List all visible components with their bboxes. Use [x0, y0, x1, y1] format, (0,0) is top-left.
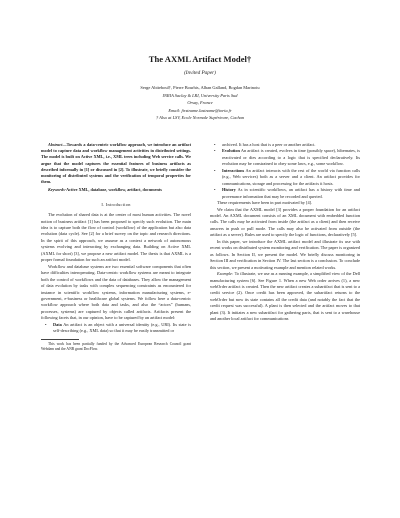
paper-title: The AXML Artifact Model†	[148, 54, 252, 64]
intro-paragraph-1: The evolution of shared data is at the center of most human activities. The novel notion of business artifact [1] has been proposed to specify such evolution. The main idea is to capture both the flow of control (workflow) of the application but also data evolution (data cycle). See [2] for a brief survey on the topic and research directions. In the spirit of this approach, we assume as a context a network of autonomous systems evolving and interacting by exchanging data. Building on Active XML (AXML for short) [3], we propose a new artifact model. The thesis is that AXML is a proper formal foundation for such an artifact model.	[41, 212, 191, 263]
footnote-divider	[41, 339, 79, 340]
keywords	[41, 187, 191, 193]
keywords-text: -Active XML, database, workflow, artifact, documents	[64, 187, 162, 193]
facet-key: History	[222, 187, 236, 193]
example-text: To illustrate, we use as a running example, a simplified view of the Dell manufacturing system [6]. See Figure 1. When a new Web order arrives (1), a new webOrder artifact is created. Then the new artifact creates a subartifact that is sent to a credit service (2). Once credit has been approved, the subartifact returns to the webOrder but now its state contains all the credit data (and notably the fact that the credit request was successful). A plant is then selected and the artifact moves to that plant (3). It initiates a new subartifact for gathering parts, that is sent to a warehouse and another local artifact for communications	[210, 271, 360, 322]
facet-key: Evolution	[222, 148, 240, 154]
facet-text: archived. It has a host that is a peer or another artifact.	[222, 142, 316, 147]
author-block	[0, 84, 400, 122]
author-names: Serge Abiteboul†, Pierre Bourhis, Alban Galland, Bogdan Marinoiu	[140, 85, 260, 90]
facet-list	[41, 322, 191, 335]
facet-text: An artifact is created, evolves in time (possibly space), hibernates, is reactivated or dies according to a logic that is specified declaratively. Its evolution may be constrained to obey some laws, e.g., some workflow.	[222, 148, 360, 167]
affiliation-2: Orsay, France	[187, 100, 213, 105]
abstract	[41, 142, 191, 185]
facet-key: Interactions	[222, 167, 245, 173]
facet-item-data	[41, 322, 191, 335]
paper-subtitle: (Invited Paper)	[184, 70, 216, 76]
section-heading-introduction: I. Introduction	[101, 201, 131, 207]
left-column	[41, 142, 191, 352]
example-paragraph	[210, 271, 360, 323]
affiliation-1: INRIA Saclay & LRI, University Paris Sud	[162, 92, 238, 98]
affiliation-3: † Also at LSV, Ecole Normale Supérieure, Cachan	[155, 115, 245, 120]
facet-list-continued	[210, 142, 360, 200]
intro-paragraph-2: Workflow and database systems are two essential software components that often have difficulties interoperating. Data-centric workflow systems are meant to integrate both the control of workflows and the data of databases. They allow the management of data evolution by tasks with complex sequencing constraints as encountered for instance in scientific workflow systems, information manufacturing systems, e-government, e-business or healthcare global systems. We follow here a data-centric workflow approach where both data and tasks, and also the “actors” (humans, processes, systems) are captured by objects called artifacts. Artifacts present the following facets that, in our opinion, have to be captured by an artifact model:	[41, 263, 191, 321]
abstract-lead: Abstract	[48, 142, 63, 147]
body-paragraph-4: We claim that the AXML model [3] provides a proper foundation for an artifact model. An AXML document consists of an XML document with embedded function calls. The calls may be activated from inside (the artifact as a client) and then receive answers in push or pull mode. The calls may also be activated from outside (the artifact as a server). Rules are used to specify the logic of functions, declaratively [5].	[210, 206, 360, 238]
facet-item-evolution	[210, 148, 360, 167]
body-paragraph-3: These requirements have been in part motivated by [4].	[217, 200, 313, 206]
author-email: Email: firstname.lastname@inria.fr	[168, 107, 232, 113]
facet-item-history	[210, 187, 360, 200]
footnote: This work has been partially funded by the Advanced European Research Council grant Webdam and the ANR grant DocFlow.	[41, 341, 191, 351]
keywords-lead: Keywords	[48, 187, 65, 193]
example-lead: Example:	[217, 271, 234, 277]
abstract-text: —Towards a data-centric workflow approach, we introduce an artifact model to capture data and workflow management activities in distributed settings. The model is built on Active XML, i.e., XML trees including Web service calls. We argue that the model captures the essential features of business artifacts as described informally in [1] or discussed in [2]. To illustrate, we briefly consider the monitoring of distributed systems and the verification of temporal properties for them.	[41, 142, 191, 185]
facet-item-interactions	[210, 168, 360, 187]
right-column	[210, 142, 360, 323]
facet-text: An artifact is an object with a universal identity (e.g., URI). Its state is self-describing (e.g., XML data) so that it may be easily transmitted or	[53, 321, 191, 334]
facet-text: An artifact interacts with the rest of the world via function calls (e.g., Web services) both as a server and a client. An artifact provides for communications, storage and processing for the artifacts it hosts.	[222, 167, 360, 186]
facet-text: As in scientific workflows, an artifact has a history with time and provenance information that may be recorded and queried.	[222, 187, 360, 199]
facet-key: Data	[53, 321, 62, 327]
body-paragraph-5: In this paper, we introduce the AXML artifact model and illustrate its use with recent works on distributed system monitoring and verification. The paper is organized as follows. In Section II, we present the model. We briefly discuss monitoring in Section III and verification in Section IV. The last section is a conclusion. To conclude this section, we present a motivating example and mention related works.	[210, 238, 360, 270]
